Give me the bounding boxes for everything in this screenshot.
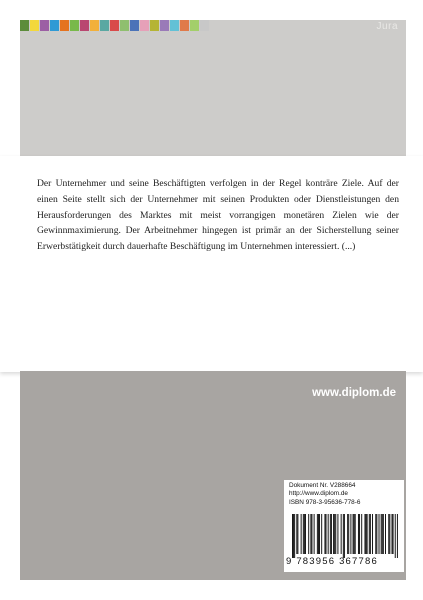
barcode-bar: [314, 514, 315, 554]
color-stripe: [140, 20, 149, 31]
ean-digits: 9 783956 367786: [286, 556, 378, 567]
barcode-bar: [305, 514, 306, 554]
barcode-bar: [341, 514, 342, 554]
barcode-bar: [353, 514, 354, 554]
color-stripe: [40, 20, 49, 31]
barcode-bar: [326, 514, 327, 554]
color-stripe: [110, 20, 119, 31]
color-stripe: [90, 20, 99, 31]
barcode-bar: [382, 514, 383, 554]
barcode-bar: [319, 514, 320, 554]
color-stripe: [130, 20, 139, 31]
barcode-bar: [361, 514, 362, 554]
barcode-bar: [317, 514, 318, 554]
color-stripe: [80, 20, 89, 31]
barcode-bar: [334, 514, 335, 554]
barcode-box: [284, 480, 404, 572]
barcode-bar: [324, 514, 325, 554]
barcode-bar: [392, 514, 393, 554]
barcode-bar: [385, 514, 386, 554]
color-stripe: [70, 20, 79, 31]
barcode-bar: [381, 514, 382, 554]
barcode-bar: [372, 514, 373, 554]
barcode-bar: [383, 514, 384, 554]
barcode-bar: [331, 514, 332, 554]
barcode-bar: [343, 514, 344, 558]
document-number: Dokument Nr. V288664: [289, 482, 356, 489]
barcode-bar: [366, 514, 367, 554]
color-stripe: [200, 20, 209, 31]
barcode-bar: [335, 514, 336, 554]
barcode-bar: [297, 514, 298, 554]
color-stripe: [100, 20, 109, 31]
barcode-bar: [328, 514, 329, 554]
isbn: ISBN 978-3-95636-778-6: [289, 498, 361, 506]
barcode-bar: [301, 514, 302, 554]
publisher-website: www.diplom.de: [312, 387, 396, 399]
barcode-bar: [344, 514, 345, 558]
barcode: [292, 514, 398, 558]
barcode-bar: [389, 514, 390, 554]
barcode-bar: [311, 514, 312, 554]
barcode-bar: [318, 514, 319, 554]
color-stripe: [150, 20, 159, 31]
color-stripe: [190, 20, 199, 31]
color-stripe: [170, 20, 179, 31]
color-stripe: [60, 20, 69, 31]
barcode-bar: [369, 514, 370, 554]
color-stripe: [20, 20, 29, 31]
barcode-bar: [333, 514, 334, 554]
barcode-bar: [337, 514, 338, 554]
category-label: Jura: [376, 21, 398, 32]
color-stripe: [30, 20, 39, 31]
color-stripe: [50, 20, 59, 31]
barcode-bar: [375, 514, 376, 554]
barcode-bar: [321, 514, 322, 554]
barcode-bar: [296, 514, 297, 554]
barcode-bar: [370, 514, 371, 554]
barcode-bar: [393, 514, 394, 554]
barcode-bar: [367, 514, 368, 554]
cover-bottom-section: [20, 371, 406, 580]
publisher-url: http://www.diplom.de: [289, 490, 348, 498]
barcode-bar: [395, 514, 396, 558]
barcode-bar: [293, 514, 294, 558]
barcode-bar: [376, 514, 377, 554]
barcode-bar: [310, 514, 311, 554]
barcode-bar: [388, 514, 389, 554]
barcode-bar: [359, 514, 360, 554]
barcode-bar: [358, 514, 359, 554]
document-meta: [289, 482, 360, 507]
color-stripes: [20, 20, 210, 31]
blurb-text: Der Unternehmer und seine Beschäftigten verfolgen in der Regel konträre Ziele. Auf der einen Seite stellt sich der Unternehmer mit seinen Produkten oder Dienstleistungen den Herausforderungen des Marktes mit meist vorrangigen monetären Zielen wie der Gewinnmaximierung. Der Arbeitnehmer hingegen ist primär an der Sicherstellung seiner Erwerbstätigkeit durch dauerhafte Beschäftigung im Unternehmen interessiert. (...): [37, 178, 399, 253]
color-stripe: [120, 20, 129, 31]
barcode-bar: [330, 514, 331, 554]
barcode-bar: [348, 514, 349, 554]
barcode-bar: [355, 514, 356, 554]
barcode-bar: [350, 514, 351, 554]
barcode-bar: [397, 514, 398, 558]
barcode-bar: [294, 514, 295, 558]
barcode-bar: [304, 514, 305, 554]
color-stripe: [160, 20, 169, 31]
barcode-bar: [303, 514, 304, 554]
barcode-bar: [347, 514, 348, 554]
barcode-bar: [354, 514, 355, 554]
barcode-bar: [364, 514, 365, 554]
barcode-bar: [379, 514, 380, 554]
barcode-bar: [292, 514, 293, 558]
color-stripe: [180, 20, 189, 31]
barcode-bar: [308, 514, 309, 554]
